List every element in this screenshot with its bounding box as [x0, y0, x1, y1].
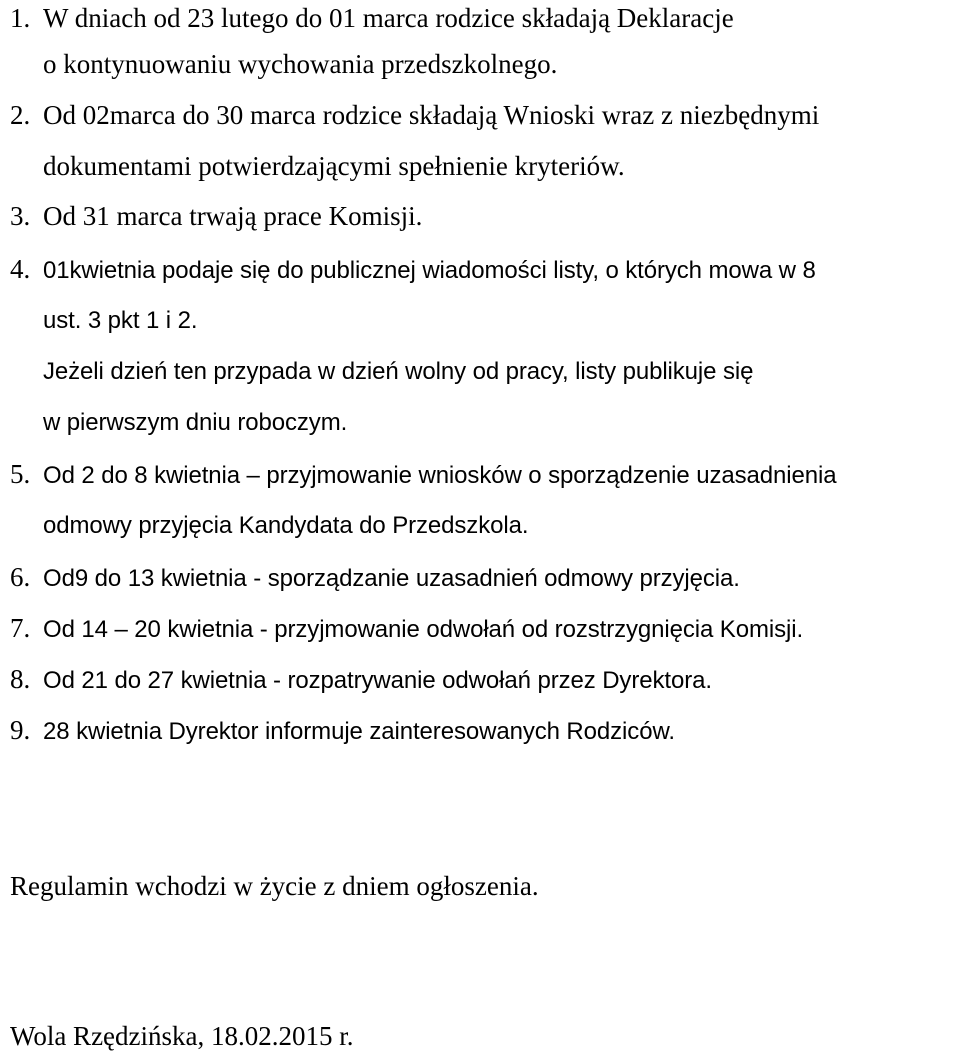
list-item-text: Od 2 do 8 kwietnia – przyjmowanie wniosków o sporządzenie uzasadnienia [43, 462, 837, 489]
list-item-text: 28 kwietnia Dyrektor informuje zainteresowanych Rodziców. [43, 718, 675, 745]
list-item-text: dokumentami potwierdzającymi spełnienie kryteriów. [43, 151, 625, 181]
list-item-number: 6. [10, 562, 31, 592]
list-item-text: w pierwszym dniu roboczym. [43, 409, 348, 436]
place-and-date: Wola Rzędzińska, 18.02.2015 r. [10, 1021, 354, 1051]
list-item-number: 1. [10, 3, 31, 33]
list-item-text: odmowy przyjęcia Kandydata do Przedszkola. [43, 512, 529, 539]
list-item-text: Od 31 marca trwają prace Komisji. [43, 201, 423, 231]
list-item-text: o kontynuowaniu wychowania przedszkolnego. [43, 49, 558, 79]
list-item-number: 5. [10, 459, 31, 489]
list-item-number: 8. [10, 664, 31, 694]
list-item-number: 4. [10, 254, 31, 284]
list-item-text: Od 02marca do 30 marca rodzice składają Wnioski wraz z niezbędnymi [43, 100, 820, 130]
list-item-number: 3. [10, 201, 31, 231]
list-item-text: ust. 3 pkt 1 i 2. [43, 307, 198, 334]
list-item-text: 01kwietnia podaje się do publicznej wiadomości listy, o których mowa w 8 [43, 257, 816, 284]
list-item-text: Od 14 – 20 kwietnia - przyjmowanie odwołań od rozstrzygnięcia Komisji. [43, 616, 804, 643]
list-item-text: Od 21 do 27 kwietnia - rozpatrywanie odwołań przez Dyrektora. [43, 667, 712, 694]
list-item-text: Od9 do 13 kwietnia - sporządzanie uzasadnień odmowy przyjęcia. [43, 565, 740, 592]
regulation-statement: Regulamin wchodzi w życie z dniem ogłoszenia. [10, 871, 539, 901]
list-item-text: W dniach od 23 lutego do 01 marca rodzice składają Deklaracje [43, 3, 734, 33]
list-item-number: 9. [10, 715, 31, 745]
list-item-number: 2. [10, 100, 31, 130]
list-item-text: Jeżeli dzień ten przypada w dzień wolny od pracy, listy publikuje się [43, 358, 754, 385]
list-item-number: 7. [10, 613, 31, 643]
